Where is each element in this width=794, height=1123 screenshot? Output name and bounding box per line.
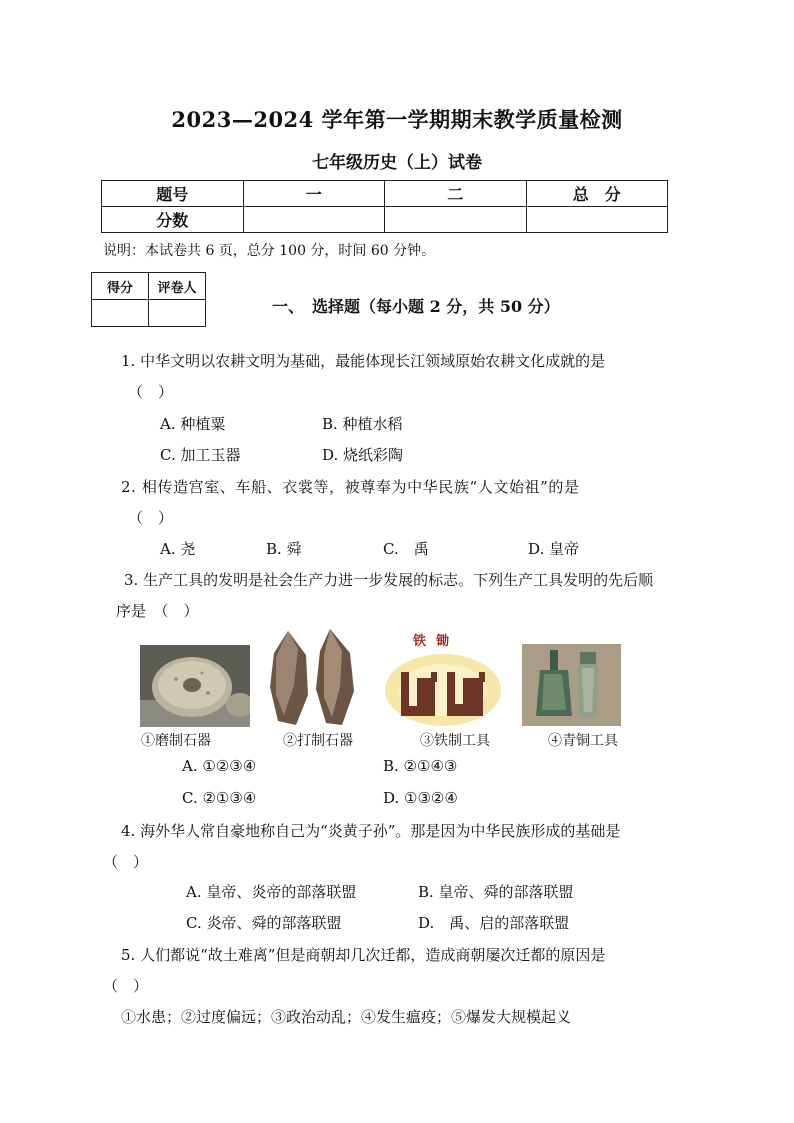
question-2-text: 2. 相传造宫室、车船、衣裳等，被尊奉为中华民族“人文始祖”的是 (121, 478, 580, 496)
question-4-option-b: B. 皇帝、舜的部落联盟 (418, 883, 574, 901)
question-3-text-line2: 序是 （ ） (116, 602, 199, 620)
exam-note: 说明：本试卷共 6 页，总分 100 分，时间 60 分钟。 (103, 243, 436, 259)
score-header-cell: 一 (243, 181, 385, 207)
question-3-option-c: C. ②①③④ (182, 789, 257, 807)
score-input-cell[interactable] (243, 207, 385, 233)
question-4-option-c: C. 炎帝、舜的部落联盟 (186, 914, 342, 932)
grader-score-cell[interactable] (92, 300, 149, 327)
iron-tool-image (383, 628, 503, 728)
question-1-option-a: A. 种植粟 (160, 415, 226, 433)
score-header-cell: 总 分 (526, 181, 668, 207)
exam-title: 2023—2024 学年第一学期期末教学质量检测 (171, 107, 623, 132)
question-2-option-b: B. 舜 (266, 540, 302, 558)
question-4-text: 4. 海外华人常自豪地称自己为“炎黄子孙”。那是因为中华民族形成的基础是 (121, 822, 621, 840)
score-header-cell: 二 (385, 181, 527, 207)
score-row-label: 分数 (102, 207, 244, 233)
grader-score-label: 得分 (92, 273, 149, 300)
question-3-option-d: D. ①③②④ (383, 789, 458, 807)
score-input-cell[interactable] (385, 207, 527, 233)
question-4-option-a: A. 皇帝、炎帝的部落联盟 (186, 883, 357, 901)
score-header-cell: 题号 (102, 181, 244, 207)
question-5-items: ①水患；②过度偏远；③政治动乱；④发生瘟疫；⑤爆发大规模起义 (121, 1008, 572, 1026)
question-4-option-d: D. 禹、启的部落联盟 (418, 914, 570, 932)
chipped-stone-tool-image (266, 625, 358, 729)
question-2-answer-paren: （ ） (128, 509, 174, 527)
question-1-answer-paren: （ ） (128, 383, 174, 401)
question-2-option-d: D. 皇帝 (528, 540, 580, 558)
exam-subtitle: 七年级历史（上）试卷 (312, 153, 482, 173)
question-3-option-b: B. ②①④③ (383, 757, 458, 775)
question-5-answer-paren: （ ） (103, 977, 149, 995)
grader-table (91, 272, 206, 327)
section-title: 一、 选择题（每小题 2 分，共 50 分） (272, 297, 560, 316)
polished-stone-tool-image (140, 645, 250, 727)
grader-name-cell[interactable] (149, 300, 206, 327)
question-4-answer-paren: （ ） (103, 853, 149, 871)
iron-hoe-label: 铁锄 (413, 634, 460, 649)
question-5-text: 5. 人们都说“故土难离”但是商朝却几次迁都，造成商朝屡次迁都的原因是 (121, 946, 606, 964)
grader-name-label: 评卷人 (149, 273, 206, 300)
score-table (101, 180, 668, 233)
question-1-option-c: C. 加工玉器 (160, 446, 241, 464)
question-2-option-a: A. 尧 (160, 540, 196, 558)
bronze-tool-image (522, 644, 621, 726)
image-caption-2: ②打制石器 (283, 733, 353, 749)
score-table-header-row (102, 181, 668, 207)
question-1-text: 1. 中华文明以农耕文明为基础，最能体现长江领域原始农耕文化成就的是 (121, 352, 606, 370)
question-2-option-c: C. 禹 (383, 540, 429, 558)
image-caption-1: ①磨制石器 (141, 733, 211, 749)
question-3-option-a: A. ①②③④ (182, 757, 257, 775)
image-caption-3: ③铁制工具 (420, 733, 490, 749)
image-caption-4: ④青铜工具 (548, 733, 618, 749)
question-1-option-d: D. 烧纸彩陶 (322, 446, 404, 464)
score-input-cell[interactable] (526, 207, 668, 233)
score-table-score-row (102, 207, 668, 233)
question-3-text: 3. 生产工具的发明是社会生产力进一步发展的标志。下列生产工具发明的先后顺 (124, 571, 654, 589)
question-1-option-b: B. 种植水稻 (322, 415, 403, 433)
